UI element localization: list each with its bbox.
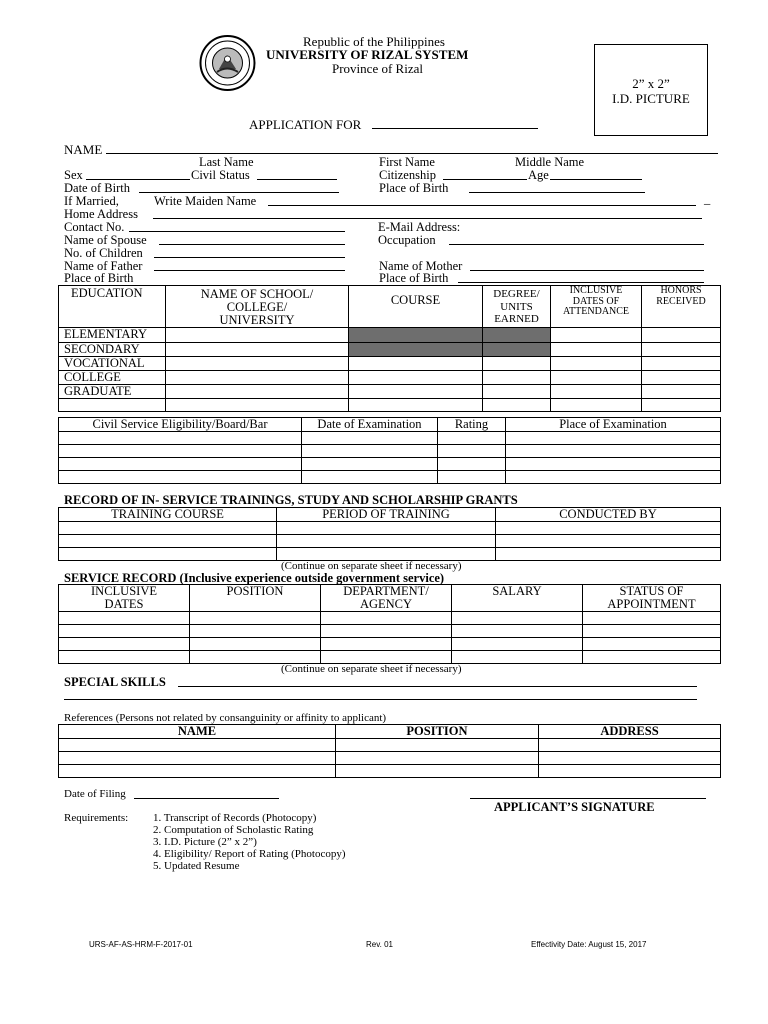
reference-row: [59, 752, 721, 765]
service-cell[interactable]: [583, 625, 721, 638]
republic-text: Republic of the Philippines: [303, 34, 445, 49]
service-cell[interactable]: [452, 625, 583, 638]
reference-position-header: POSITION: [336, 725, 539, 739]
service-cell[interactable]: [190, 612, 321, 625]
education-cell[interactable]: [166, 370, 349, 384]
trainings-note: (Continue on separate sheet if necessary): [281, 560, 462, 572]
eligibility-header-row: [59, 418, 721, 432]
education-header: EDUCATION: [59, 286, 166, 328]
reference-row: [59, 739, 721, 752]
education-cell[interactable]: [166, 356, 349, 370]
references-table: [58, 724, 721, 778]
education-cell[interactable]: [551, 384, 642, 398]
date-of-filing-field[interactable]: [134, 798, 279, 799]
position-header: POSITION: [190, 585, 321, 612]
id-picture-box[interactable]: [594, 44, 708, 136]
course-header: COURSE: [349, 286, 483, 328]
training-cell[interactable]: [59, 535, 277, 548]
sex-field[interactable]: [86, 179, 190, 180]
special-skills-field-1[interactable]: [178, 686, 697, 687]
eligibility-cell[interactable]: [506, 432, 721, 445]
training-cell[interactable]: [59, 548, 277, 561]
education-cell[interactable]: [551, 370, 642, 384]
education-header-row: [59, 286, 721, 328]
degree-header: DEGREE/ UNITS EARNED: [483, 286, 551, 328]
education-cell[interactable]: [642, 342, 721, 356]
place-of-birth-label: Place of Birth: [379, 181, 449, 195]
education-cell[interactable]: [349, 399, 483, 412]
email-label: E-Mail Address:: [378, 220, 461, 234]
education-cell-shaded: [349, 342, 483, 356]
training-row: [59, 535, 721, 548]
children-field[interactable]: [154, 257, 345, 258]
education-table: [58, 285, 721, 412]
province-text: Province of Rizal: [332, 61, 423, 76]
eligibility-cell[interactable]: [59, 445, 302, 458]
reference-cell[interactable]: [59, 739, 336, 752]
service-cell[interactable]: [583, 638, 721, 651]
date-of-birth-label: Date of Birth: [64, 181, 130, 195]
training-cell[interactable]: [277, 522, 496, 535]
university-seal: [199, 35, 256, 91]
sex-label: Sex: [64, 168, 83, 182]
education-cell[interactable]: [551, 356, 642, 370]
service-row: [59, 638, 721, 651]
requirements-label: Requirements:: [64, 812, 129, 824]
civil-status-field[interactable]: [257, 179, 337, 180]
education-cell[interactable]: [349, 356, 483, 370]
school-header: NAME OF SCHOOL/ COLLEGE/ UNIVERSITY: [166, 286, 349, 328]
eligibility-header: Civil Service Eligibility/Board/Bar: [59, 418, 302, 432]
children-label: No. of Children: [64, 246, 143, 260]
father-label: Name of Father: [64, 259, 143, 273]
name-field[interactable]: [106, 153, 718, 154]
education-cell-shaded: [349, 328, 483, 342]
service-cell[interactable]: [452, 651, 583, 664]
eligibility-cell[interactable]: [438, 445, 506, 458]
maiden-name-trailing-mark: _: [704, 192, 711, 206]
service-cell[interactable]: [583, 612, 721, 625]
education-cell-shaded: [483, 342, 551, 356]
exam-date-header: Date of Examination: [302, 418, 438, 432]
training-course-header: TRAINING COURSE: [59, 508, 277, 522]
reference-cell[interactable]: [336, 765, 539, 778]
eligibility-cell[interactable]: [302, 432, 438, 445]
service-cell[interactable]: [321, 612, 452, 625]
education-cell[interactable]: [642, 370, 721, 384]
applicant-signature-label: APPLICANT’S SIGNATURE: [494, 800, 655, 814]
education-cell[interactable]: [59, 399, 166, 412]
service-cell[interactable]: [190, 638, 321, 651]
occupation-label: Occupation: [378, 233, 436, 247]
education-cell[interactable]: [642, 328, 721, 342]
reference-cell[interactable]: [336, 739, 539, 752]
father-place-of-birth-label: Place of Birth: [64, 271, 134, 285]
service-row: [59, 625, 721, 638]
eligibility-row: [59, 445, 721, 458]
education-cell[interactable]: [166, 342, 349, 356]
service-cell[interactable]: [321, 638, 452, 651]
education-cell[interactable]: [642, 399, 721, 412]
application-for-label: APPLICATION FOR: [249, 117, 362, 132]
revision: Rev. 01: [366, 940, 393, 949]
signature-line[interactable]: [470, 798, 706, 799]
eligibility-row: [59, 458, 721, 471]
service-cell[interactable]: [59, 625, 190, 638]
education-row-vocational: [59, 356, 721, 370]
service-note: (Continue on separate sheet if necessary): [281, 663, 462, 675]
trainings-title: RECORD OF IN- SERVICE TRAININGS, STUDY AND SCHOLARSHIP GRANTS: [64, 493, 518, 507]
mother-field[interactable]: [470, 270, 704, 271]
citizenship-label: Citizenship: [379, 168, 436, 182]
eligibility-cell[interactable]: [302, 471, 438, 484]
inclusive-dates-header: INCLUSIVE DATES: [59, 585, 190, 612]
mother-label: Name of Mother: [379, 259, 463, 273]
eligibility-cell[interactable]: [59, 471, 302, 484]
service-record-table: [58, 584, 721, 664]
references-header-row: [59, 725, 721, 739]
reference-cell[interactable]: [539, 752, 721, 765]
education-level: GRADUATE: [59, 384, 166, 398]
education-cell[interactable]: [551, 328, 642, 342]
middle-name-caption: Middle Name: [515, 155, 585, 169]
university-name: UNIVERSITY OF RIZAL SYSTEM: [266, 47, 469, 62]
eligibility-cell[interactable]: [506, 445, 721, 458]
service-cell[interactable]: [190, 625, 321, 638]
training-cell[interactable]: [277, 548, 496, 561]
eligibility-cell[interactable]: [438, 458, 506, 471]
age-field[interactable]: [550, 179, 642, 180]
service-cell[interactable]: [321, 625, 452, 638]
civil-status-label: Civil Status: [191, 168, 250, 182]
eligibility-cell[interactable]: [302, 445, 438, 458]
service-row: [59, 651, 721, 664]
maiden-name-label: Write Maiden Name: [154, 194, 257, 208]
training-cell[interactable]: [496, 548, 721, 561]
training-cell[interactable]: [496, 535, 721, 548]
education-row-elementary: [59, 328, 721, 342]
education-cell-shaded: [483, 328, 551, 342]
eligibility-row: [59, 432, 721, 445]
eligibility-cell[interactable]: [59, 458, 302, 471]
requirement-item: 1. Transcript of Records (Photocopy): [153, 812, 317, 824]
reference-cell[interactable]: [336, 752, 539, 765]
special-skills-field-2[interactable]: [64, 699, 697, 700]
education-level: COLLEGE: [59, 370, 166, 384]
education-row-college: [59, 370, 721, 384]
education-level: ELEMENTARY: [59, 328, 166, 342]
requirement-item: 5. Updated Resume: [153, 860, 240, 872]
training-cell[interactable]: [496, 522, 721, 535]
home-address-field[interactable]: [153, 218, 702, 219]
education-cell[interactable]: [349, 370, 483, 384]
reference-address-header: ADDRESS: [539, 725, 721, 739]
mother-place-of-birth-label: Place of Birth: [379, 271, 449, 285]
eligibility-cell[interactable]: [302, 458, 438, 471]
eligibility-cell[interactable]: [59, 432, 302, 445]
service-header-row: [59, 585, 721, 612]
service-cell[interactable]: [452, 612, 583, 625]
reference-cell[interactable]: [539, 739, 721, 752]
training-row: [59, 548, 721, 561]
education-row-graduate: [59, 384, 721, 398]
training-cell[interactable]: [277, 535, 496, 548]
education-cell[interactable]: [642, 384, 721, 398]
education-row-secondary: [59, 342, 721, 356]
education-row-blank: [59, 399, 721, 412]
requirement-item: 4. Eligibility/ Report of Rating (Photocopy): [153, 848, 346, 860]
eligibility-cell[interactable]: [506, 471, 721, 484]
education-level: VOCATIONAL: [59, 356, 166, 370]
id-picture-size: 2” x 2”: [632, 76, 670, 91]
requirement-item: 2. Computation of Scholastic Rating: [153, 824, 314, 836]
service-record-title: SERVICE RECORD (Inclusive experience outside government service): [64, 571, 445, 585]
eligibility-cell[interactable]: [438, 471, 506, 484]
eligibility-row: [59, 471, 721, 484]
education-cell[interactable]: [166, 399, 349, 412]
maiden-name-field[interactable]: [268, 205, 696, 206]
education-cell[interactable]: [483, 370, 551, 384]
application-for-field[interactable]: [372, 128, 538, 129]
education-cell[interactable]: [483, 384, 551, 398]
date-of-birth-field[interactable]: [139, 192, 339, 193]
education-level: SECONDARY: [59, 342, 166, 356]
service-cell[interactable]: [583, 651, 721, 664]
reference-name-header: NAME: [59, 725, 336, 739]
education-cell[interactable]: [349, 384, 483, 398]
training-cell[interactable]: [59, 522, 277, 535]
training-row: [59, 522, 721, 535]
service-cell[interactable]: [190, 651, 321, 664]
first-name-caption: First Name: [379, 155, 435, 169]
service-cell[interactable]: [321, 651, 452, 664]
honors-header: HONORS RECEIVED: [642, 286, 721, 328]
service-cell[interactable]: [59, 638, 190, 651]
citizenship-field[interactable]: [443, 179, 527, 180]
education-cell[interactable]: [166, 328, 349, 342]
form-code: URS-AF-AS-HRM-F-2017-01: [89, 940, 193, 949]
name-label: NAME: [64, 142, 103, 157]
service-cell[interactable]: [59, 651, 190, 664]
references-title: References (Persons not related by consanguinity or affinity to applicant): [64, 712, 387, 724]
special-skills-label: SPECIAL SKILLS: [64, 675, 166, 689]
trainings-header-row: [59, 508, 721, 522]
salary-header: SALARY: [452, 585, 583, 612]
status-header: STATUS OF APPOINTMENT: [583, 585, 721, 612]
reference-cell[interactable]: [59, 752, 336, 765]
education-cell[interactable]: [166, 384, 349, 398]
education-cell[interactable]: [483, 399, 551, 412]
spouse-label: Name of Spouse: [64, 233, 147, 247]
education-cell[interactable]: [551, 399, 642, 412]
reference-row: [59, 765, 721, 778]
place-of-birth-field[interactable]: [469, 192, 645, 193]
eligibility-cell[interactable]: [506, 458, 721, 471]
last-name-caption: Last Name: [199, 155, 254, 169]
reference-cell[interactable]: [59, 765, 336, 778]
rating-header: Rating: [438, 418, 506, 432]
father-field[interactable]: [154, 270, 345, 271]
training-period-header: PERIOD OF TRAINING: [277, 508, 496, 522]
education-cell[interactable]: [551, 342, 642, 356]
eligibility-table: [58, 417, 721, 484]
service-cell[interactable]: [59, 612, 190, 625]
date-of-filing-label: Date of Filing: [64, 788, 126, 800]
mother-place-of-birth-field[interactable]: [458, 282, 704, 283]
contact-no-label: Contact No.: [64, 220, 125, 234]
service-cell[interactable]: [452, 638, 583, 651]
age-label: Age: [528, 168, 549, 182]
dates-header: INCLUSIVE DATES OF ATTENDANCE: [551, 286, 642, 328]
exam-place-header: Place of Examination: [506, 418, 721, 432]
department-header: DEPARTMENT/ AGENCY: [321, 585, 452, 612]
id-picture-label: I.D. PICTURE: [612, 91, 690, 106]
requirement-item: 3. I.D. Picture (2” x 2”): [153, 836, 257, 848]
effectivity-date: Effectivity Date: August 15, 2017: [531, 940, 647, 949]
spouse-field[interactable]: [159, 244, 345, 245]
conducted-by-header: CONDUCTED BY: [496, 508, 721, 522]
reference-cell[interactable]: [539, 765, 721, 778]
education-cell[interactable]: [483, 356, 551, 370]
trainings-table: [58, 507, 721, 561]
service-row: [59, 612, 721, 625]
occupation-field[interactable]: [449, 244, 704, 245]
contact-no-field[interactable]: [129, 231, 345, 232]
home-address-label: Home Address: [64, 207, 138, 221]
if-married-label: If Married,: [64, 194, 119, 208]
education-cell[interactable]: [642, 356, 721, 370]
eligibility-cell[interactable]: [438, 432, 506, 445]
